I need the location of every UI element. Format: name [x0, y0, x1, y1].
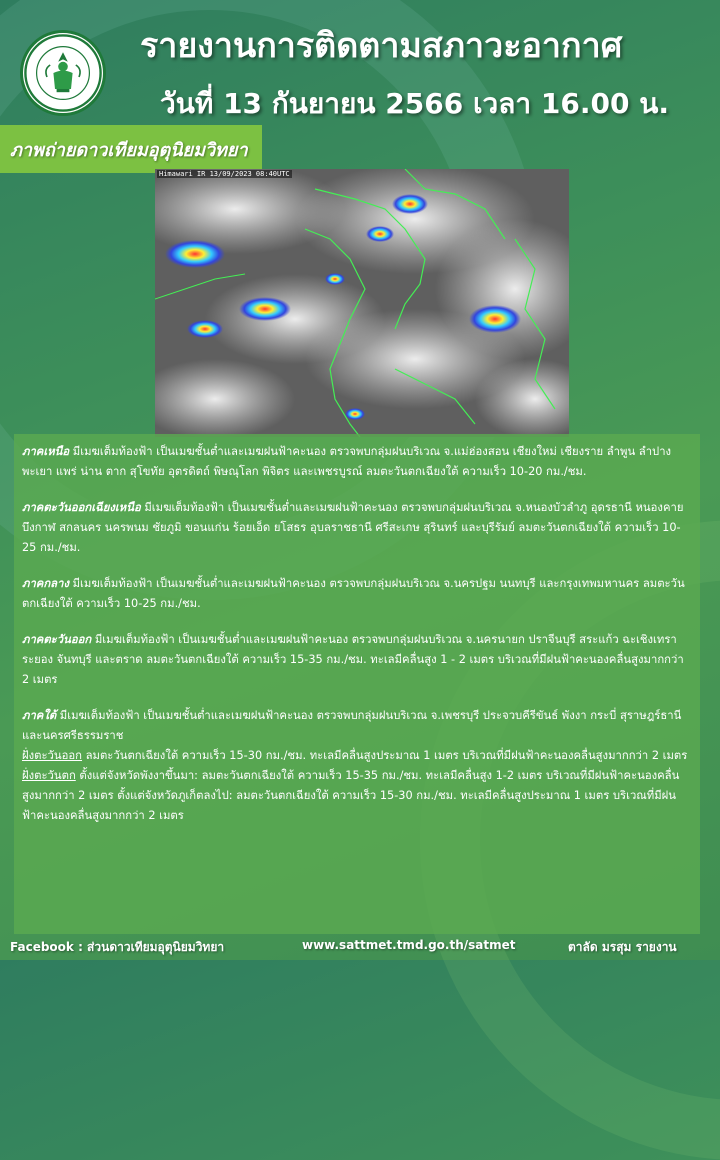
west-coast-label: ฝั่งตะวันตก — [22, 769, 76, 782]
region-label: ภาคเหนือ — [22, 445, 70, 458]
report-north — [22, 442, 690, 482]
region-text: มีเมฆเต็มท้องฟ้า เป็นเมฆชั้นต่ำและเมฆฝนฟ้าคะนอง ตรวจพบกลุ่มฝนบริเวณ จ.นครนายก ปราจีนบุรี สระแก้ว ฉะเชิงเทรา ระยอง จันทบุรี และตราด ลมตะวันตกเฉียงใต้ ความเร็ว 15-35 กม./ชม. ทะเลมีคลื่นสูง 1 - 2 เมตร บริเวณที่มีฝนฟ้าคะนองคลื่นสูงมากกว่า 2 เมตร — [22, 633, 684, 686]
report-central — [22, 574, 690, 614]
region-text: มีเมฆเต็มท้องฟ้า เป็นเมฆชั้นต่ำและเมฆฝนฟ้าคะนอง ตรวจพบกลุ่มฝนบริเวณ จ.แม่ฮ่องสอน เชียงใหม่ เชียงราย ลำพูน ลำปาง พะเยา แพร่ น่าน ตาก สุโขทัย อุตรดิตถ์ พิษณุโลก พิจิตร และเพชรบูรณ์ ลมตะวันตกเฉียงใต้ ความเร็ว 10-20 กม./ชม. — [22, 445, 672, 478]
report-date-time: วันที่ 13 กันยายน 2566 เวลา 16.00 น. — [160, 87, 669, 120]
weather-report — [14, 434, 700, 934]
west-coast-text: ตั้งแต่จังหวัดพังงาขึ้นมา: ลมตะวันตกเฉียงใต้ ความเร็ว 15-35 กม./ชม. ทะเลมีคลื่นสูง 1-2 เมตร บริเวณที่มีฝนฟ้าคะนองคลื่นสูงมากกว่า 2 เมตร ตั้งแต่จังหวัดภูเก็ตลงไป: ลมตะวันตกเฉียงใต้ ความเร็ว 15-30 กม./ชม. ทะเลมีคลื่นสูงประมาณ 1 เมตร บริเวณที่มีฝนฟ้าคะนองคลื่นสูงมากกว่า 2 เมตร — [22, 769, 680, 822]
satellite-map — [155, 169, 569, 437]
region-label: ภาคตะวันออก — [22, 633, 92, 646]
section-label: ภาพถ่ายดาวเทียมอุตุนิยมวิทยา — [10, 139, 248, 161]
footer — [0, 936, 720, 960]
east-coast-text: ลมตะวันตกเฉียงใต้ ความเร็ว 15-30 กม./ชม. ทะเลมีคลื่นสูงประมาณ 1 เมตร บริเวณที่มีฝนฟ้าคะนองคลื่นสูงมากกว่า 2 เมตร — [82, 749, 688, 762]
section-tab — [0, 125, 262, 173]
report-south — [22, 706, 690, 826]
region-text: มีเมฆเต็มท้องฟ้า เป็นเมฆชั้นต่ำและเมฆฝนฟ้าคะนอง ตรวจพบกลุ่มฝนบริเวณ จ.เพชรบุรี ประจวบคีรีขันธ์ พังงา กระบี่ สุราษฎร์ธานี และนครศรีธรรมราช — [22, 709, 682, 742]
satellite-image — [155, 169, 569, 437]
tmd-emblem-icon — [23, 33, 103, 113]
region-label: ภาคกลาง — [22, 577, 69, 590]
page-title: รายงานการติดตามสภาวะอากาศ — [140, 26, 623, 66]
region-label: ภาคใต้ — [22, 709, 57, 722]
facebook-link[interactable]: Facebook : ส่วนดาวเทียมอุตุนิยมวิทยา — [10, 940, 225, 954]
satellite-caption: Himawari IR 13/09/2023 08:40UTC — [159, 170, 290, 178]
region-text: มีเมฆเต็มท้องฟ้า เป็นเมฆชั้นต่ำและเมฆฝนฟ้าคะนอง ตรวจพบกลุ่มฝนบริเวณ จ.นครปฐม นนทบุรี และกรุงเทพมหานคร ลมตะวันตกเฉียงใต้ ความเร็ว 10-25 กม./ชม. — [22, 577, 685, 610]
tmd-logo — [20, 30, 106, 116]
region-label: ภาคตะวันออกเฉียงเหนือ — [22, 501, 141, 514]
report-east — [22, 630, 690, 690]
east-coast-label: ฝั่งตะวันออก — [22, 749, 83, 762]
report-northeast — [22, 498, 690, 558]
website-link[interactable]: www.sattmet.tmd.go.th/satmet — [302, 938, 516, 952]
reporter-credit: ตาลัด มรสุม รายงาน — [568, 940, 677, 954]
region-text: มีเมฆเต็มท้องฟ้า เป็นเมฆชั้นต่ำและเมฆฝนฟ้าคะนอง ตรวจพบกลุ่มฝนบริเวณ จ.หนองบัวลำภู อุดรธานี หนองคาย บึงกาฬ สกลนคร นครพนม ชัยภูมิ ขอนแก่น ร้อยเอ็ด ยโสธร อุบลราชธานี ศรีสะเกษ สุรินทร์ และบุรีรัมย์ ลมตะวันตกเฉียงใต้ ความเร็ว 10-25 กม./ชม. — [22, 501, 684, 554]
